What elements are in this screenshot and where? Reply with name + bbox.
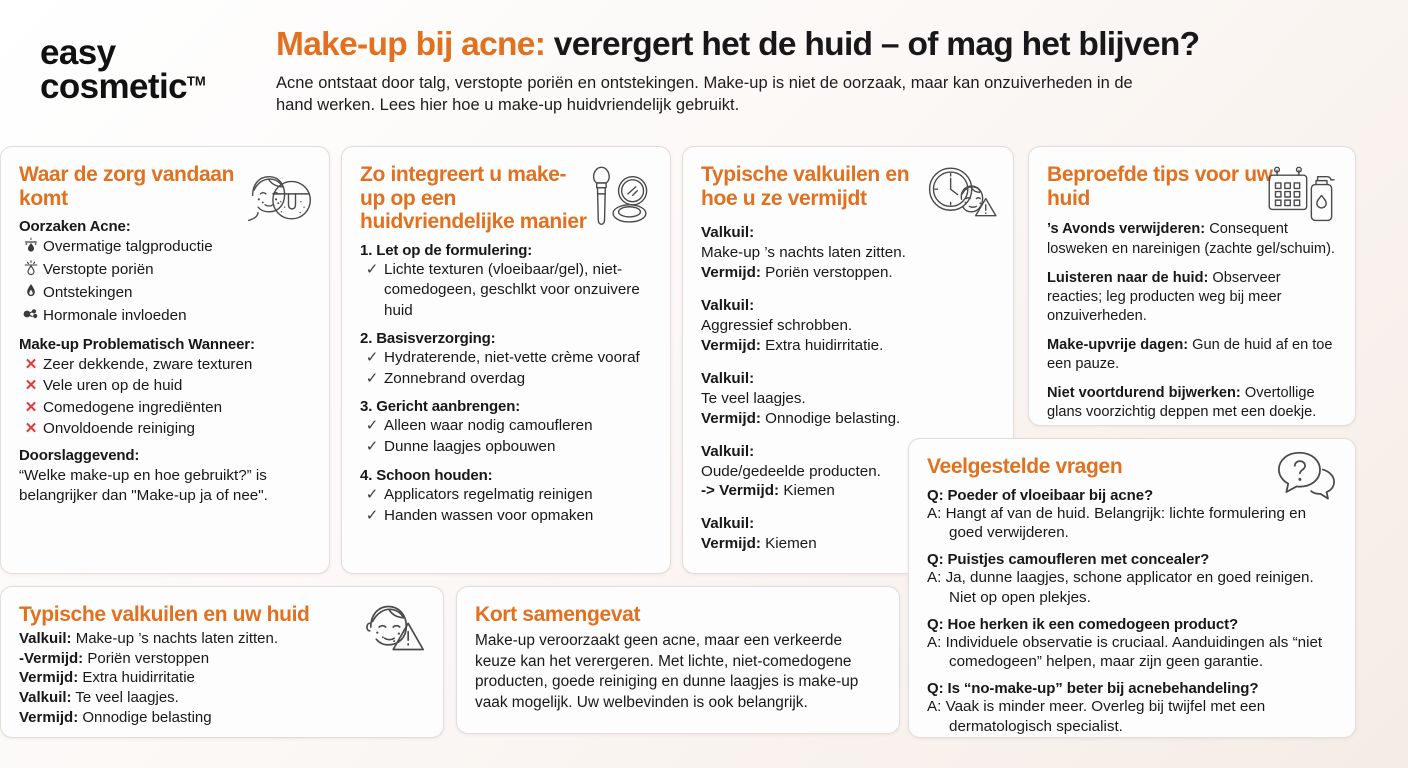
calendar-cleanser-icon xyxy=(1263,161,1341,233)
causes-heading: Oorzaken Acne: xyxy=(19,218,131,236)
line-label: Vermijd: xyxy=(19,669,79,687)
faq-question: Q: Hoe herken ik een comedogeen product? xyxy=(927,615,1239,633)
tip-label: Luisteren naar de huid: xyxy=(1047,269,1209,286)
list-item xyxy=(360,260,652,321)
line-text: Extra huidirritatie xyxy=(78,669,195,687)
avoid-text: Kiemen xyxy=(765,535,817,553)
card-title-integratie: Zo integreert u make-up op een huidvriendelijke manier xyxy=(360,163,587,234)
faq-question: Q: Is “no-make-up” beter bij acnebehandeling? xyxy=(927,680,1259,698)
list-item-label: Comedogene ingrediënten xyxy=(43,398,223,416)
pitfall-label: Valkuil: xyxy=(701,369,755,387)
line-label: Valkuil: xyxy=(19,689,72,707)
step-items xyxy=(360,485,652,526)
pitfall-line xyxy=(19,708,425,728)
step-items xyxy=(360,348,652,389)
list-item-label: Handen wassen voor opmaken xyxy=(384,506,594,524)
header-text-block xyxy=(276,22,1384,116)
line-text: Poriën verstoppen xyxy=(83,649,210,667)
step-heading: 3. Gericht aanbrengen: xyxy=(360,398,521,416)
line-text: Make-up ’s nachts laten zitten. xyxy=(71,629,279,647)
list-item-label: Hydraterende, niet-vette crème vooraf xyxy=(384,348,640,366)
list-item xyxy=(360,506,652,526)
card-kort-samengevat xyxy=(456,586,900,734)
problem-list xyxy=(19,355,311,439)
list-item xyxy=(360,485,652,505)
tip-label: Niet voortdurend bijwerken: xyxy=(1047,385,1241,402)
step-3 xyxy=(360,398,652,457)
card-beproefde-tips xyxy=(1028,146,1356,426)
check-icon: ✓ xyxy=(365,438,379,456)
list-item xyxy=(19,306,311,328)
list-item-label: Hormonale invloeden xyxy=(43,307,187,325)
hormone-icon xyxy=(19,306,43,328)
list-item-label: Dunne laagjes opbouwen xyxy=(384,438,556,456)
tip-text: Overtollige glans voorzichtig deppen met een doekje. xyxy=(1047,385,1317,421)
step-1 xyxy=(360,242,652,321)
list-item-label: Lichte texturen (vloeibaar/gel), niet-comedogeen, geschlkt voor onzuivere huid xyxy=(384,261,640,319)
decisive-heading: Doorslaggevend: xyxy=(19,447,140,465)
causes-list xyxy=(19,237,311,328)
line-label: -Vermijd: xyxy=(19,649,84,667)
pitfall-text: Make-up ’s nachts laten zitten. xyxy=(701,244,906,262)
pitfall-text: Aggressief schrobben. xyxy=(701,317,853,335)
page-header xyxy=(0,0,1408,146)
step-heading: 4. Schoon houden: xyxy=(360,466,493,484)
check-icon: ✓ xyxy=(365,348,379,366)
list-item-label: Vele uren op de huid xyxy=(43,377,183,395)
faq-question: Q: Puistjes camoufleren met concealer? xyxy=(927,551,1210,569)
list-item xyxy=(19,355,311,375)
clock-face-warning-icon xyxy=(921,161,999,233)
faq-question: Q: Poeder of vloeibaar bij acne? xyxy=(927,486,1154,504)
tip-label: Make-upvrije dagen: xyxy=(1047,336,1189,353)
list-item xyxy=(19,237,311,259)
step-items xyxy=(360,416,652,457)
page-title-accent: Make-up bij acne: xyxy=(276,26,546,63)
list-item-label: Applicators regelmatig reinigen xyxy=(384,485,593,503)
question-bubble-icon xyxy=(1273,449,1339,507)
pitfall-label: Valkuil: xyxy=(701,297,755,315)
card-title-oorzaken: Waar de zorg vandaan komt xyxy=(19,163,235,210)
flame-icon xyxy=(19,283,43,305)
pitfall-label: Valkuil: xyxy=(701,224,755,242)
step-4 xyxy=(360,467,652,526)
faq-answer: A: Individuele observatie is cruciaal. Aanduidingen als “niet comedogeen” helpen, maar zijn geen garantie. xyxy=(927,633,1323,671)
avoid-label: Vermijd: xyxy=(701,336,761,354)
check-icon: ✓ xyxy=(365,485,379,503)
tip-text: Consequent losweken en nareinigen (zachte gel/schuim). xyxy=(1047,221,1335,257)
line-label: Valkuil: xyxy=(19,629,72,647)
brand-word: cosmetic xyxy=(40,67,187,107)
avoid-label: Vermijd: xyxy=(701,409,761,427)
pitfall-label: Valkuil: xyxy=(701,442,755,460)
avoid-text: Extra huidirritatie. xyxy=(765,336,884,354)
line-text: Onnodige belasting xyxy=(78,708,212,726)
list-item-label: Verstopte poriën xyxy=(43,261,154,279)
check-icon: ✓ xyxy=(365,417,379,435)
trademark-mark: TM xyxy=(186,73,206,89)
brand-logo[interactable] xyxy=(40,22,276,105)
faq-answer: A: Vaak is minder meer. Overleg bij twijfel met een dermatologisch specialist. xyxy=(927,698,1266,735)
makeup-brush-compact-icon xyxy=(578,161,656,233)
faq-answer: A: Hangt af van de huid. Belangrijk: lichte formulering en goed verwijderen. xyxy=(927,504,1307,542)
avoid-label: -> Vermijd: xyxy=(701,482,780,500)
card-veelgestelde-vragen xyxy=(908,438,1356,738)
pitfall-line xyxy=(19,668,425,688)
list-item xyxy=(19,376,311,396)
list-item-label: Overmatige talgproductie xyxy=(43,238,213,256)
list-item xyxy=(360,437,652,457)
line-text: Te veel laagjes. xyxy=(71,689,179,707)
sebum-drop-icon xyxy=(19,237,43,259)
faq-answer: A: Ja, dunne laagjes, schone applicator en goed reinigen. Niet op open plekjes. xyxy=(927,569,1314,606)
face-pore-icon xyxy=(237,161,315,233)
decisive-text: “Welke make-up en hoe gebruikt?” is belangrijker dan "Make-up ja of nee". xyxy=(19,467,268,505)
list-item-label: Onvoldoende reiniging xyxy=(43,419,195,437)
pitfall-text: Te veel laagjes. xyxy=(701,389,806,407)
card-title-faq: Veelgestelde vragen xyxy=(927,455,1123,478)
pitfall-label: Valkuil: xyxy=(701,515,755,533)
step-heading: 2. Basisverzorging: xyxy=(360,329,496,347)
step-heading: 1. Let op de formulering: xyxy=(360,242,533,260)
card-board xyxy=(0,146,1408,768)
tip-text: Gun de huid af en toe een pauze. xyxy=(1047,336,1333,373)
pitfall-text: Oude/gedeelde producten. xyxy=(701,462,881,480)
step-2 xyxy=(360,330,652,389)
card-typische-valkuilen-en-uw-huid xyxy=(0,586,444,738)
page-title xyxy=(276,26,1384,64)
pitfall-line xyxy=(19,688,425,708)
list-item-label: Zonnebrand overdag xyxy=(384,370,526,388)
page-subtitle: Acne ontstaat door talg, verstopte poriën en ontstekingen. Make-up is niet de oorzaak, maar kan onzuiverheden in de hand werken. Lees hier hoe u make-up huidvriendelijk gebruikt. xyxy=(276,73,1133,114)
list-item xyxy=(360,348,652,368)
avoid-text: Poriën verstoppen. xyxy=(765,264,893,282)
card-waar-de-zorg-vandaan-komt xyxy=(0,146,330,574)
list-item xyxy=(19,283,311,305)
card-title-tips: Beproefde tips voor uw huid xyxy=(1047,163,1273,210)
line-label: Vermijd: xyxy=(19,708,79,726)
avoid-text: Kiemen xyxy=(783,482,835,500)
page-title-rest: verergert het de huid – of mag het blijven? xyxy=(545,26,1200,63)
step-items xyxy=(360,260,652,321)
list-item-label: Alleen waar nodig camoufleren xyxy=(384,417,593,435)
face-warning-icon xyxy=(363,599,429,657)
pitfall-item xyxy=(701,296,995,356)
list-item xyxy=(19,260,311,282)
avoid-label: Vermijd: xyxy=(701,535,761,553)
list-item-label: Zeer dekkende, zware texturen xyxy=(43,356,253,374)
avoid-text: Onnodige belasting. xyxy=(765,409,901,427)
check-icon: ✓ xyxy=(365,261,379,279)
tip-item xyxy=(1047,384,1337,422)
tip-text: Observeer reacties; leg producten weg bij meer onzuiverheden. xyxy=(1047,269,1282,324)
cross-icon: ✕ xyxy=(24,377,38,395)
cross-icon: ✕ xyxy=(24,419,38,437)
tip-label: ’s Avonds verwijderen: xyxy=(1047,221,1206,238)
summary-text: Make-up veroorzaakt geen acne, maar een verkeerde keuze kan het verergeren. Met lichte, niet-comedogene producten, goede reiniging en dunne laagjes is make-up vaak mogelijk. Uw welbevinden is ook belangrijk. xyxy=(475,631,859,712)
brand-line-1: easy xyxy=(40,33,116,72)
problem-heading: Make-up Problematisch Wanneer: xyxy=(19,336,255,354)
avoid-label: Vermijd: xyxy=(701,264,761,282)
card-title-samenvat: Kort samengevat xyxy=(475,603,641,626)
check-icon: ✓ xyxy=(365,370,379,388)
cross-icon: ✕ xyxy=(24,356,38,374)
list-item xyxy=(19,419,311,439)
list-item-label: Ontstekingen xyxy=(43,284,133,302)
tip-item xyxy=(1047,336,1337,374)
card-zo-integreert-u-make-up xyxy=(341,146,671,574)
brand-line-2 xyxy=(40,67,206,107)
clogged-pore-icon xyxy=(19,260,43,282)
tip-item xyxy=(1047,269,1337,326)
card-title-valkuilen: Typische valkuilen en hoe u ze vermijdt xyxy=(701,163,910,210)
list-item xyxy=(360,369,652,389)
list-item xyxy=(19,398,311,418)
cross-icon: ✕ xyxy=(24,398,38,416)
list-item xyxy=(360,416,652,436)
card-title-bottomleft: Typische valkuilen en uw huid xyxy=(19,603,310,626)
pitfall-item xyxy=(701,369,995,429)
check-icon: ✓ xyxy=(365,506,379,524)
